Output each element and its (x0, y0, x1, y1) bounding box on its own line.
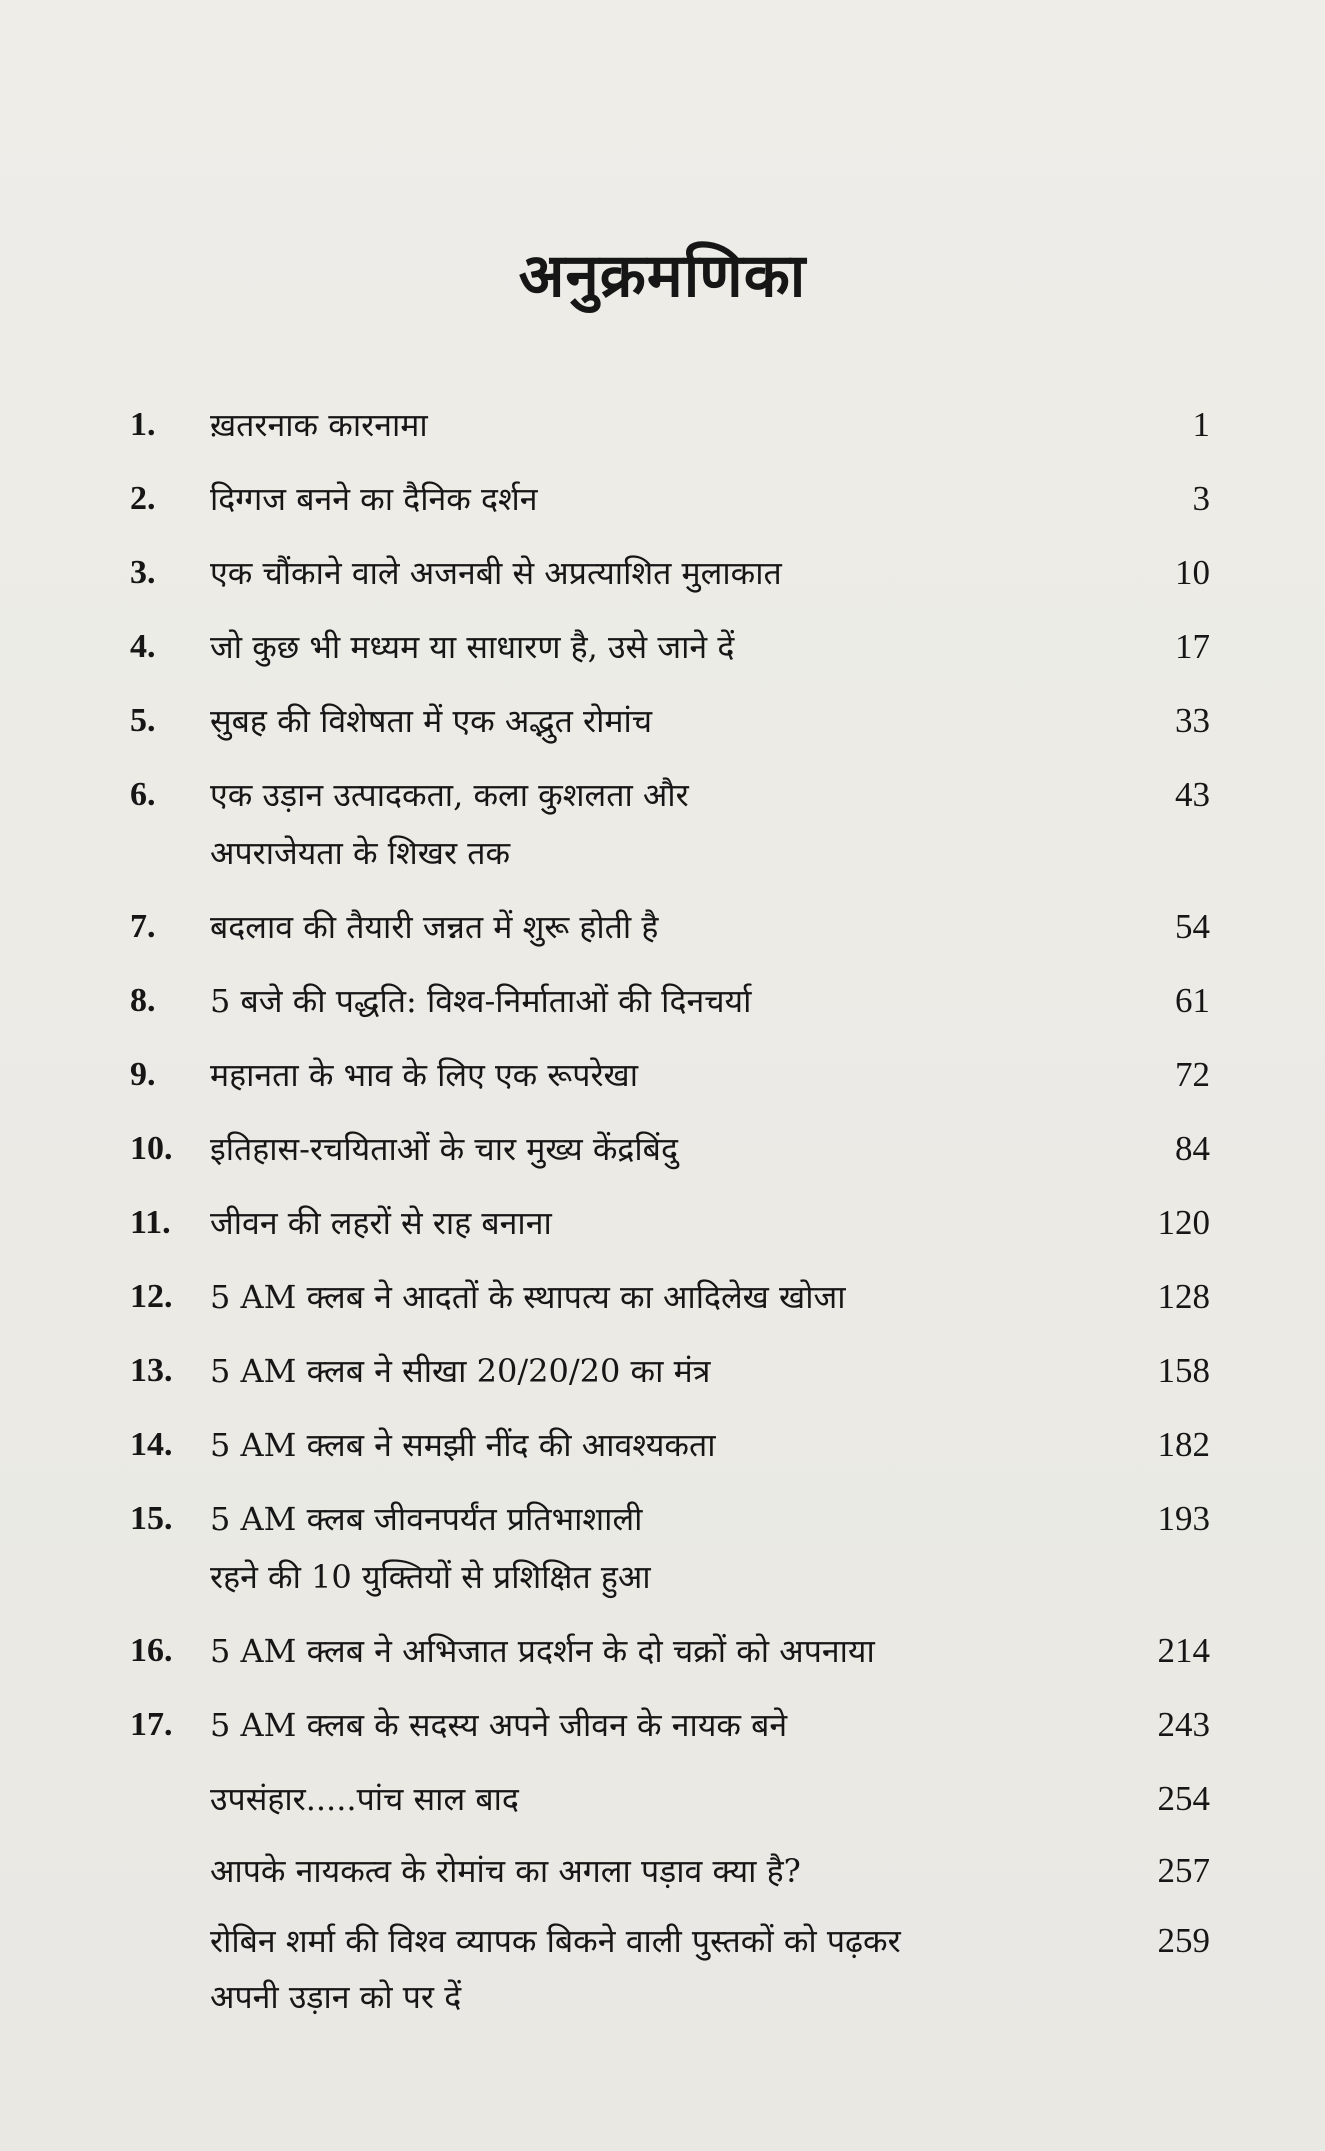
entry-title: 5 AM क्लब ने आदतों के स्थापत्य का आदिलेख खोजा (210, 1278, 846, 1316)
entry-number: 8. (130, 982, 156, 1019)
entry-title: एक चौंकाने वाले अजनबी से अप्रत्याशित मुलाकात (210, 554, 782, 592)
entry-title: इतिहास-रचयिताओं के चार मुख्य केंद्रबिंदु (210, 1130, 678, 1168)
entry-title: रोबिन शर्मा की विश्व व्यापक बिकने वाली पुस्तकों को पढ़कर (210, 1922, 901, 1960)
entry-page-number: 128 (1157, 1277, 1210, 1316)
entry-title: 5 AM क्लब ने सीखा 20/20/20 का मंत्र (210, 1352, 711, 1390)
entry-number: 3. (130, 554, 156, 591)
entry-number: 11. (130, 1204, 171, 1241)
entry-page-number: 182 (1157, 1425, 1210, 1464)
entry-title: 5 बजे की पद्धति: विश्व-निर्माताओं की दिनचर्या (210, 982, 752, 1020)
entry-page-number: 259 (1157, 1921, 1210, 1960)
entry-title: उपसंहार.....पांच साल बाद (210, 1780, 519, 1818)
entry-page-number: 10 (1175, 553, 1210, 592)
page-title: अनुक्रमणिका (518, 241, 807, 311)
entry-page-number: 33 (1175, 701, 1210, 740)
entry-title: 5 AM क्लब जीवनपर्यंत प्रतिभाशाली (210, 1500, 643, 1538)
entry-number: 4. (130, 628, 156, 665)
entry-title: ख़तरनाक कारनामा (210, 406, 428, 444)
entry-number: 16. (130, 1632, 173, 1669)
entry-page-number: 193 (1157, 1499, 1210, 1538)
entry-title: दिग्गज बनने का दैनिक दर्शन (210, 480, 538, 518)
entry-number: 2. (130, 480, 156, 517)
entry-page-number: 120 (1157, 1203, 1210, 1242)
entry-title: 5 AM क्लब के सदस्य अपने जीवन के नायक बने (210, 1706, 788, 1744)
entry-page-number: 54 (1175, 907, 1210, 946)
entry-title: जो कुछ भी मध्यम या साधारण है, उसे जाने दें (210, 628, 735, 666)
entry-page-number: 72 (1175, 1055, 1210, 1094)
entry-number: 17. (130, 1706, 173, 1743)
entry-page-number: 214 (1157, 1631, 1210, 1670)
entry-title: 5 AM क्लब ने अभिजात प्रदर्शन के दो चक्रों को अपनाया (210, 1632, 875, 1670)
entry-number: 5. (130, 702, 156, 739)
entry-page-number: 243 (1157, 1705, 1210, 1744)
entry-page-number: 257 (1157, 1851, 1210, 1890)
entry-title: सुबह की विशेषता में एक अद्भुत रोमांच (210, 702, 653, 740)
entry-number: 7. (130, 908, 156, 945)
entry-title-line2: रहने की 10 युक्तियों से प्रशिक्षित हुआ (210, 1558, 651, 1596)
entry-page-number: 158 (1157, 1351, 1210, 1390)
entry-title: महानता के भाव के लिए एक रूपरेखा (210, 1056, 639, 1094)
entry-title: 5 AM क्लब ने समझी नींद की आवश्यकता (210, 1426, 716, 1464)
entry-page-number: 43 (1175, 775, 1210, 814)
entry-title: जीवन की लहरों से राह बनाना (210, 1204, 552, 1242)
entry-number: 9. (130, 1056, 156, 1093)
entry-number: 10. (130, 1130, 173, 1167)
entry-number: 1. (130, 406, 156, 443)
entry-page-number: 254 (1157, 1779, 1210, 1818)
entry-page-number: 3 (1192, 479, 1210, 518)
entry-page-number: 61 (1175, 981, 1210, 1020)
entry-title: आपके नायकत्व के रोमांच का अगला पड़ाव क्या है? (210, 1852, 801, 1890)
entry-title: एक उड़ान उत्पादकता, कला कुशलता और (210, 776, 689, 814)
entry-number: 13. (130, 1352, 173, 1389)
entry-number: 12. (130, 1278, 173, 1315)
entry-page-number: 84 (1175, 1129, 1210, 1168)
entry-title-line2: अपनी उड़ान को पर दें (210, 1978, 462, 2016)
entry-page-number: 17 (1175, 627, 1210, 666)
entry-number: 6. (130, 776, 156, 813)
entry-page-number: 1 (1192, 405, 1210, 444)
entry-title: बदलाव की तैयारी जन्नत में शुरू होती है (210, 908, 659, 946)
entry-title-line2: अपराजेयता के शिखर तक (210, 834, 511, 872)
entry-number: 14. (130, 1426, 173, 1463)
entry-number: 15. (130, 1500, 173, 1537)
